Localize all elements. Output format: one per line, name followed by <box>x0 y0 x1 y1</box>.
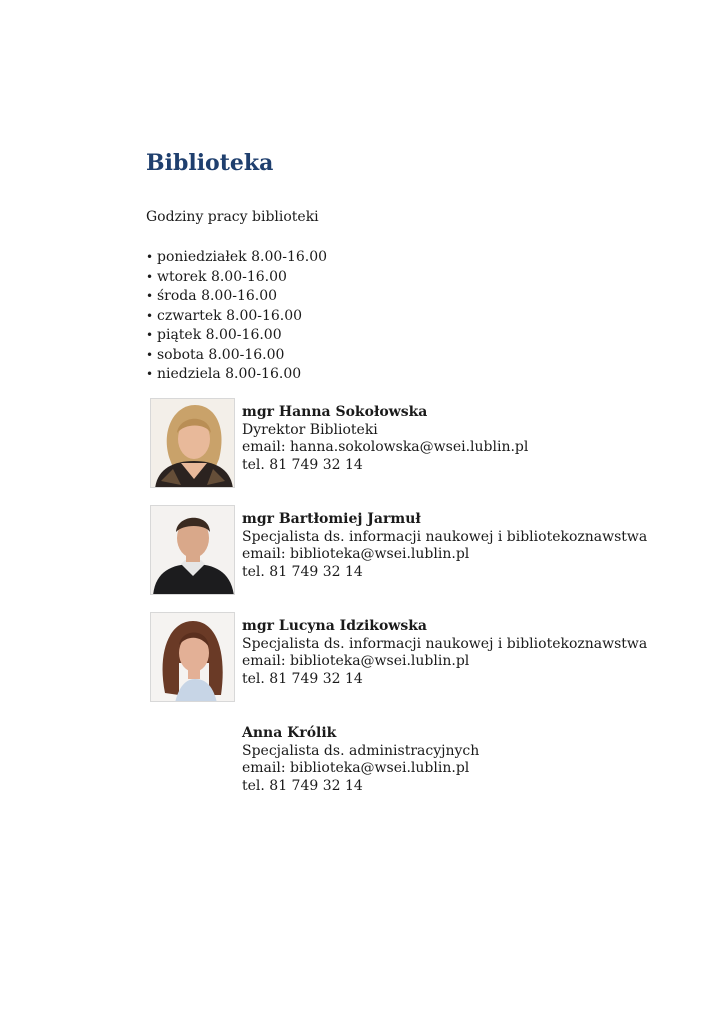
staff-name: mgr Lucyna Idzikowska <box>242 618 428 634</box>
page-content <box>146 148 706 794</box>
staff-email[interactable]: email: biblioteka@wsei.lublin.pl <box>242 760 470 776</box>
staff-name: mgr Bartłomiej Jarmuł <box>242 511 421 527</box>
hours-heading: Godziny pracy biblioteki <box>146 209 319 225</box>
portrait-icon <box>151 613 235 702</box>
staff-name: Anna Królik <box>242 725 337 741</box>
staff-photo <box>150 612 235 702</box>
portrait-icon <box>151 399 235 488</box>
staff-photo <box>150 505 235 595</box>
list-item: • czwartek 8.00-16.00 <box>146 307 706 327</box>
staff-role: Specjalista ds. informacji naukowej i bibliotekoznawstwa <box>242 635 648 652</box>
staff-phone: tel. 81 749 32 14 <box>242 670 363 687</box>
staff-phone: tel. 81 749 32 14 <box>242 777 363 794</box>
portrait-icon <box>151 506 235 595</box>
staff-email[interactable]: email: hanna.sokolowska@wsei.lublin.pl <box>242 439 529 455</box>
staff-email[interactable]: email: biblioteka@wsei.lublin.pl <box>242 546 470 562</box>
list-item: • środa 8.00-16.00 <box>146 287 706 307</box>
staff-photo <box>150 398 235 488</box>
staff-phone: tel. 81 749 32 14 <box>242 456 363 473</box>
staff-info <box>242 511 647 581</box>
list-item: • sobota 8.00-16.00 <box>146 346 706 366</box>
list-item: • wtorek 8.00-16.00 <box>146 268 706 288</box>
staff-role: Dyrektor Biblioteki <box>242 421 378 438</box>
staff-name: mgr Hanna Sokołowska <box>242 404 428 420</box>
staff-phone: tel. 81 749 32 14 <box>242 563 363 580</box>
list-item: • piątek 8.00-16.00 <box>146 326 706 346</box>
staff-role: Specjalista ds. informacji naukowej i bibliotekoznawstwa <box>242 528 648 545</box>
staff-info <box>242 725 479 795</box>
hours-list <box>146 248 706 385</box>
staff-email[interactable]: email: biblioteka@wsei.lublin.pl <box>242 653 470 669</box>
list-item: • poniedziałek 8.00-16.00 <box>146 248 706 268</box>
staff-info <box>242 618 647 688</box>
staff-info <box>242 404 528 474</box>
list-item: • niedziela 8.00-16.00 <box>146 365 706 385</box>
staff-role: Specjalista ds. administracyjnych <box>242 742 480 759</box>
page-title: Biblioteka <box>146 150 274 176</box>
